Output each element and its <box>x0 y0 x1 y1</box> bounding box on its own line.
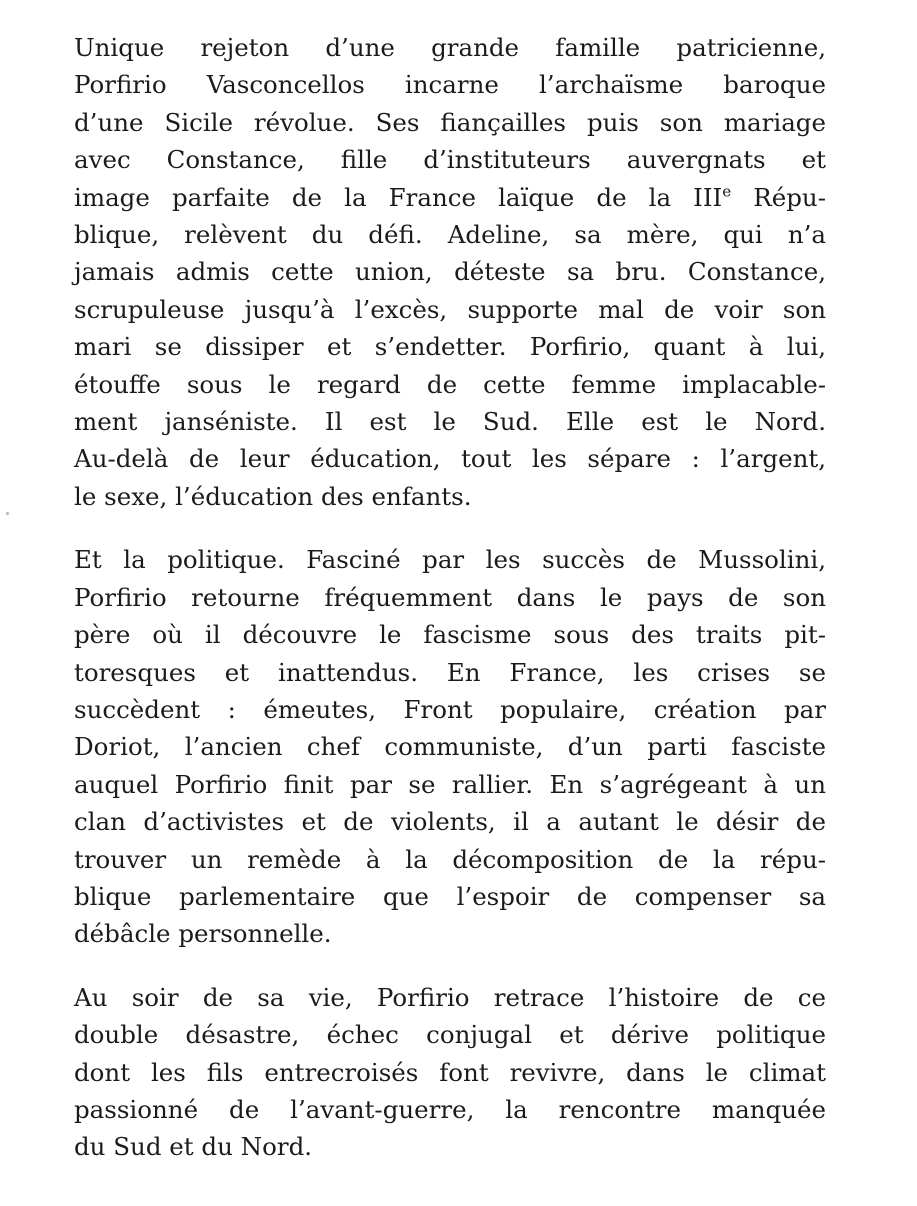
text-line: Porfirio Vasconcellos incarne l’archaïsme baroque <box>74 70 826 100</box>
text-line: Au-delà de leur éducation, tout les sépare : l’argent, <box>74 444 826 474</box>
text-line: auquel Porfirio finit par se rallier. En s’agrégeant à un <box>74 769 826 799</box>
text-line: Doriot, l’ancien chef communiste, d’un parti fasciste <box>74 732 826 762</box>
text-line: débâcle personnelle. <box>74 919 332 949</box>
paragraph-3 <box>74 979 826 1166</box>
paper-speck <box>6 512 9 515</box>
body-text <box>74 29 826 1166</box>
text-line: dont les fils entrecroisés font revivre, dans le climat <box>74 1057 826 1087</box>
text-line: père où il découvre le fascisme sous des traits pit- <box>74 620 826 650</box>
text-line: trouver un remède à la décomposition de la répu- <box>74 844 826 874</box>
text-line: étouffe sous le regard de cette femme implacable- <box>74 369 826 399</box>
text-line: Au soir de sa vie, Porfirio retrace l’histoire de ce <box>74 982 826 1012</box>
text-line: clan d’activistes et de violents, il a autant le désir de <box>74 807 826 837</box>
text-line: Unique rejeton d’une grande famille patricienne, <box>74 33 826 62</box>
text-line: avec Constance, fille d’instituteurs auvergnats et <box>74 145 826 175</box>
text-line: toresques et inattendus. En France, les crises se <box>74 657 826 687</box>
text-line <box>74 179 826 216</box>
paragraph-2 <box>74 541 826 952</box>
superscript: e <box>722 182 732 201</box>
text-run: image parfaite de la France laïque de la III <box>74 182 723 212</box>
text-line: Et la politique. Fasciné par les succès de Mussolini, <box>74 545 826 575</box>
text-line: jamais admis cette union, déteste sa bru. Constance, <box>74 257 826 287</box>
text-line: succèdent : émeutes, Front populaire, création par <box>74 694 826 724</box>
text-line: double désastre, échec conjugal et dérive politique <box>74 1020 826 1050</box>
text-line: du Sud et du Nord. <box>74 1132 313 1162</box>
text-line: Porfirio retourne fréquemment dans le pays de son <box>74 582 826 612</box>
text-line: ment janséniste. Il est le Sud. Elle est le Nord. <box>74 407 826 437</box>
text-line: blique parlementaire que l’espoir de compenser sa <box>74 881 826 911</box>
paragraph-1 <box>74 29 826 515</box>
text-line: d’une Sicile révolue. Ses fiançailles puis son mariage <box>74 107 826 137</box>
text-line: le sexe, l’éducation des enfants. <box>74 481 472 511</box>
text-run: Répu- <box>731 182 826 212</box>
text-line: passionné de l’avant-guerre, la rencontre manquée <box>74 1094 826 1124</box>
text-line: mari se dissiper et s’endetter. Porfirio, quant à lui, <box>74 332 826 362</box>
text-line: blique, relèvent du défi. Adeline, sa mère, qui n’a <box>74 220 826 250</box>
text-line: scrupuleuse jusqu’à l’excès, supporte mal de voir son <box>74 294 826 324</box>
